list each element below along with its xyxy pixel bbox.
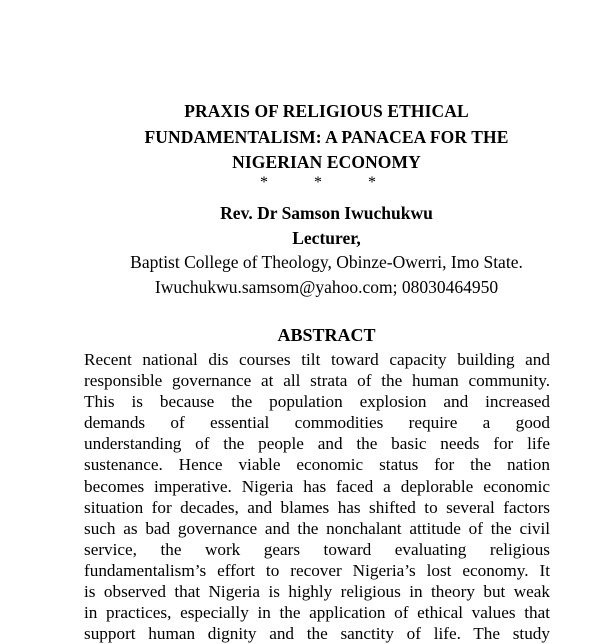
abstract-line: is observed that Nigeria is highly religious in theory but weak [84,582,550,602]
author-name: Rev. Dr Samson Iwuchukwu [220,203,433,223]
paper-title [60,99,593,176]
author-role: Lecturer, [292,227,361,248]
abstract-line: Recent national dis courses tilt toward capacity building and [84,350,550,369]
author-contact: Iwuchukwu.samsom@yahoo.com; 08030464950 [154,276,499,297]
separator-star-1: * [260,174,268,191]
abstract-line: support human dignity and the sanctity of life. The study [84,624,550,644]
abstract-line: becomes imperative. Nigeria has faced a deplorable economic [84,476,550,496]
abstract-line: in practices, especially in the application of ethical values that [84,603,550,623]
author-affiliation: Baptist College of Theology, Obinze-Owerri, Imo State. [130,252,523,272]
abstract-line: such as bad governance and the nonchalant attitude of the civil [84,518,550,538]
abstract-line: service, the work gears toward evaluating religious [84,539,550,559]
separator-star-2: * [314,174,322,191]
abstract-line: situation for decades, and blames has shifted to several factors [84,497,550,517]
abstract-body [84,349,550,644]
title-line-2: FUNDAMENTALISM: A PANACEA FOR THE [144,126,509,147]
abstract-line: sustenance. Hence viable economic status for the nation [84,455,550,475]
abstract-line: This is because the population explosion and increased [84,392,550,412]
abstract-line: understanding of the people and the basic needs for life [84,434,550,454]
separator-star-3: * [368,174,376,191]
abstract-line: responsible governance at all strata of the human community. [84,371,550,391]
abstract-line: fundamentalism’s effort to recover Nigeria’s lost economy. It [84,560,550,580]
title-line-1: PRAXIS OF RELIGIOUS ETHICAL [184,101,469,121]
abstract-heading: ABSTRACT [277,325,376,345]
abstract-line: demands of essential commodities require a good [84,413,550,433]
title-line-3: NIGERIAN ECONOMY [232,152,421,172]
author-block [60,201,593,299]
